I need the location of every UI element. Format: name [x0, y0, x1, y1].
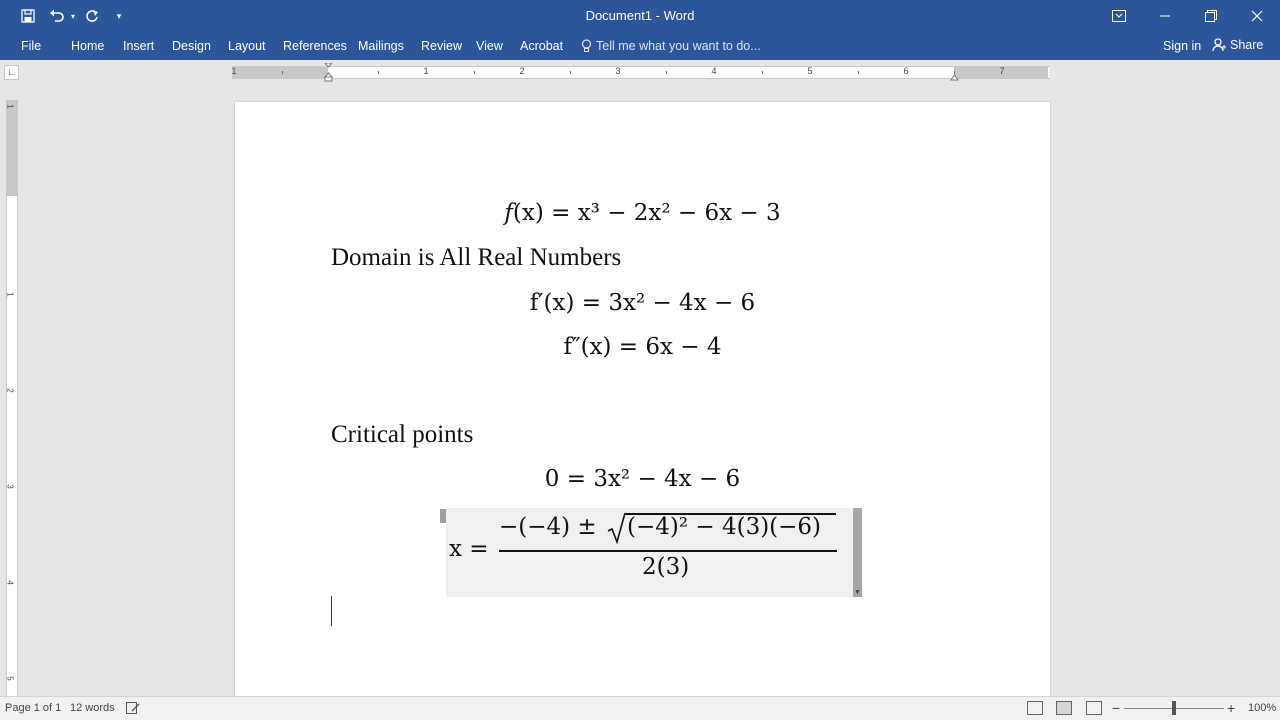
zoom-level[interactable]: 100%: [1248, 702, 1277, 714]
zoom-slider-thumb[interactable]: [1172, 701, 1176, 715]
tab-mailings[interactable]: Mailings: [358, 39, 404, 53]
tab-view[interactable]: View: [476, 39, 503, 53]
status-bar: [0, 696, 1280, 720]
eq1-arg: (x): [512, 200, 544, 226]
ruler-label: 3: [5, 484, 15, 489]
ruler-label: 2: [5, 388, 15, 393]
window-title: Document1 - Word: [585, 8, 695, 23]
quadratic-denominator: 2(3): [642, 554, 690, 580]
ruler-label: 1: [5, 292, 15, 297]
ruler-label: 1: [423, 66, 429, 76]
ruler-label: 6: [903, 66, 909, 76]
zoom-out-icon[interactable]: −: [1112, 700, 1121, 716]
print-layout-icon[interactable]: [1056, 701, 1072, 715]
ruler-label: 5: [807, 66, 813, 76]
ruler-label: 7: [999, 66, 1005, 76]
tell-me-box[interactable]: [581, 37, 761, 55]
tab-acrobat[interactable]: Acrobat: [520, 39, 564, 53]
domain-text[interactable]: Domain is All Real Numbers: [331, 244, 622, 271]
equation-critical[interactable]: 0 = 3x² − 4x − 6: [544, 466, 741, 492]
close-icon[interactable]: [1234, 0, 1280, 32]
ruler-label: 5: [5, 676, 15, 681]
tab-references[interactable]: References: [283, 39, 347, 53]
quadratic-lhs: x =: [449, 536, 489, 562]
ruler-label: 3: [615, 66, 621, 76]
person-icon: [1212, 38, 1226, 52]
lightbulb-icon: [581, 39, 592, 53]
zoom-in-icon[interactable]: +: [1227, 700, 1236, 716]
tab-design[interactable]: Design: [172, 39, 211, 53]
share-label: Share: [1230, 38, 1264, 52]
tab-selector[interactable]: ∟: [4, 65, 19, 80]
fraction-bar: [499, 550, 837, 552]
critical-points-text[interactable]: Critical points: [331, 421, 474, 448]
title-bar: [0, 0, 1280, 32]
eq1-lhs: f: [504, 200, 513, 226]
vertical-ruler[interactable]: [6, 100, 18, 696]
ruler-label: 1: [5, 104, 15, 109]
ruler-label: 4: [5, 580, 15, 585]
tab-review[interactable]: Review: [421, 39, 462, 53]
share-button[interactable]: [1212, 36, 1263, 54]
quadratic-numerator-prefix: −(−4) ±: [499, 514, 597, 540]
equation-handle[interactable]: [440, 509, 446, 523]
tab-file[interactable]: File: [21, 39, 42, 53]
sign-in-link[interactable]: Sign in: [1163, 39, 1202, 53]
ribbon-tabs: [0, 32, 1280, 60]
tell-me-text: Tell me what you want to do...: [596, 39, 761, 53]
left-margin-area: [232, 67, 328, 78]
equation-dropdown-icon[interactable]: ▼: [854, 589, 861, 596]
read-mode-icon[interactable]: [1027, 701, 1043, 715]
tab-layout[interactable]: Layout: [228, 39, 266, 53]
quadratic-radicand: (−4)² − 4(3)(−6): [627, 514, 822, 540]
page-count[interactable]: Page 1 of 1: [5, 702, 62, 714]
equation-second-derivative[interactable]: f″(x) = 6x − 4: [563, 334, 722, 360]
eq1-rest: = x³ − 2x² − 6x − 3: [543, 200, 781, 226]
indent-marker-right[interactable]: [950, 73, 959, 81]
restore-icon[interactable]: [1188, 0, 1234, 32]
customize-icon[interactable]: ▾: [116, 10, 122, 21]
equation-function[interactable]: [235, 200, 1050, 226]
tab-insert[interactable]: Insert: [123, 39, 155, 53]
undo-dropdown-icon[interactable]: ▾: [70, 11, 75, 21]
equation-first-derivative[interactable]: f′(x) = 3x² − 4x − 6: [529, 290, 756, 316]
ruler-label: 4: [711, 66, 717, 76]
tab-home[interactable]: Home: [71, 39, 105, 53]
text-cursor: [331, 596, 332, 626]
radical-sign-icon: [607, 512, 627, 544]
horizontal-ruler[interactable]: [232, 66, 1050, 79]
ruler-row: [0, 60, 1280, 84]
ribbon-display-icon[interactable]: [1096, 0, 1142, 32]
minimize-icon[interactable]: [1142, 0, 1188, 32]
ruler-label: 2: [519, 66, 525, 76]
web-layout-icon[interactable]: [1086, 701, 1102, 715]
proofing-icon[interactable]: [126, 702, 140, 714]
document-page[interactable]: [235, 102, 1050, 702]
word-count[interactable]: 12 words: [70, 702, 115, 714]
ruler-label: 1: [231, 66, 237, 76]
top-margin-area: [7, 100, 17, 196]
indent-marker-left[interactable]: [324, 63, 333, 83]
equation-options-bar[interactable]: [853, 508, 862, 597]
